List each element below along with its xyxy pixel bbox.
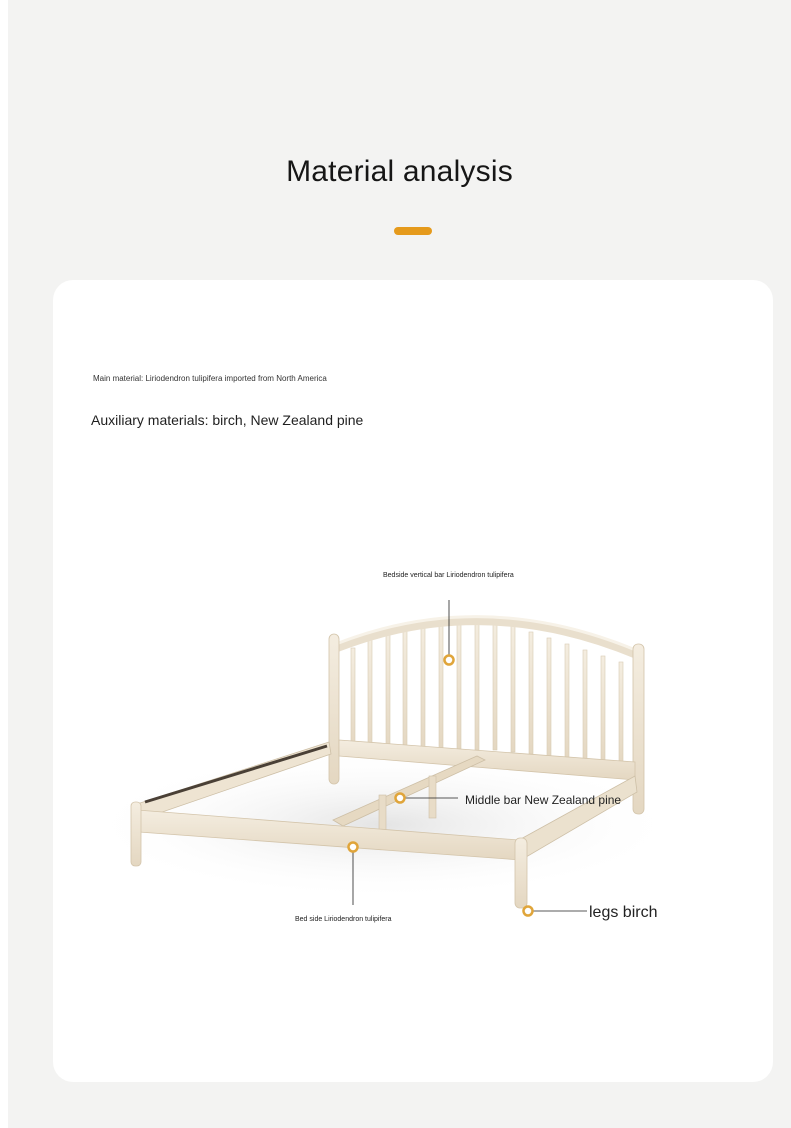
auxiliary-material-text: Auxiliary materials: birch, New Zealand pine [91,412,364,428]
main-material-text: Main material: Liriodendron tulipifera imported from North America [93,374,327,383]
callout-middle-bar: Middle bar New Zealand pine [465,793,622,807]
marker-legs [524,907,533,916]
title-accent-bar [394,227,432,235]
marker-vertical-bar [445,656,454,665]
bed-illustration [53,280,773,1082]
left-head-post [329,634,339,784]
callout-bed-side: Bed side Liriodendron tulipifera [295,916,392,923]
page-title: Material analysis [286,155,513,188]
page [8,0,791,1128]
marker-middle-bar [396,794,405,803]
material-card [53,280,773,1082]
callout-vertical-bar: Bedside vertical bar Liriodendron tulipifera [383,572,514,579]
headboard-arch [336,621,638,655]
middle-bar-leg [379,795,386,831]
front-right-leg [515,838,527,908]
callout-legs: legs birch [589,904,658,921]
marker-bed-side [349,843,358,852]
front-left-leg [131,802,141,866]
